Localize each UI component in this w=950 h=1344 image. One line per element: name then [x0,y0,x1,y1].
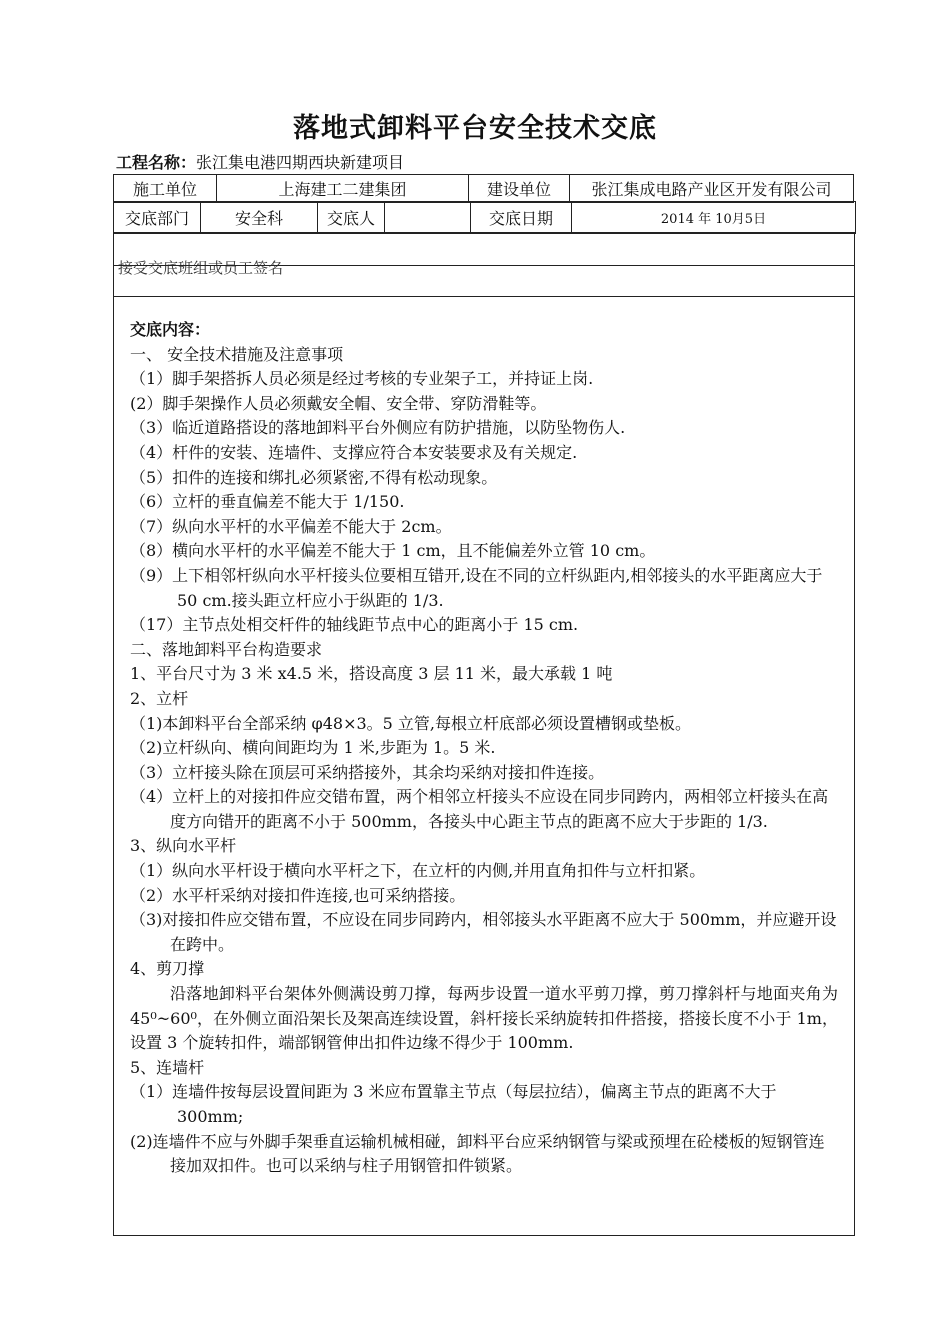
presenter-value [385,202,471,234]
owner-unit-value: 张江集成电路产业区开发有限公司 [570,175,854,203]
item-line: （1）纵向水平杆设于横向水平杆之下，在立杆的内侧,并用直角扣件与立杆扣紧。 [130,861,706,881]
project-value: 张江集电港四期西块新建项目 [196,153,405,172]
item-line: （9）上下相邻杆纵向水平杆接头位要相互错开,设在不同的立杆纵距内,相邻接头的水平距离应大于 50 cm.接头距立杆应小于纵距的 1/3. [130,565,823,610]
project-name [116,150,404,173]
item-line: （3)对接扣件应交错布置，不应设在同步同跨内，相邻接头水平距离不应大于 500mm，并应避开设在跨中。 [130,910,837,954]
header-row-2 [113,201,856,234]
item-line: (2)连墙件不应与外脚手架垂直运输机械相碰，卸料平台应采纳钢管与梁或预埋在砼楼板的短钢管连接加双扣件。也可以采纳与柱子用钢管扣件锁紧。 [130,1131,825,1176]
owner-unit-label: 建设单位 [469,175,570,203]
content-heading: 交底内容： [130,320,211,339]
item-line: （8）横向水平杆的水平偏差不能大于 1 cm，且不能偏差外立管 10 cm。 [130,541,656,561]
department-value: 安全科 [201,202,318,234]
subsection-heading: 5、连墙杆 [130,1057,205,1077]
document-title: 落地式卸料平台安全技术交底 [293,113,657,144]
item-line: （7）纵向水平杆的水平偏差不能大于 2cm。 [130,516,452,536]
item-line: (2）脚手架操作人员必须戴安全帽、安全带、穿防滑鞋等。 [130,393,547,413]
item-line: （4）立杆上的对接扣件应交错布置，两个相邻立杆接头不应设在同步同跨内，两相邻立杆接头在高度方向错开的距离不小于 500mm，各接头中心距主节点的距离不应大于步距的 1/3. [130,787,829,831]
item-line: （1）连墙件按每层设置间距为 3 米应布置靠主节点（每层拉结），偏离主节点的距离不大于 300mm; [130,1082,777,1126]
project-label: 工程名称： [116,153,197,172]
subsection-heading: 3、纵向水平杆 [130,836,237,856]
item-line: （5）扣件的连接和绑扎必须紧密,不得有松动现象。 [130,467,498,487]
construction-unit-value: 上海建工二建集团 [217,175,469,203]
item-line: （4）杆件的安装、连墙件、支撑应符合本安装要求及有关规定. [130,442,578,462]
paragraph: 沿落地卸料平台架体外侧满设剪刀撑，每两步设置一道水平剪刀撑，剪刀撑斜杆与地面夹角为 45⁰~60⁰，在外侧立面沿架长及架高连续设置，斜杆接长采纳旋转扣件搭接，搭接长度不小于 1m，设置 3 个旋转扣件，端部钢管伸出扣件边缘不得少于 100mm. [130,984,838,1053]
blank-row [113,265,855,297]
item-line: （1)本卸料平台全部采纳 φ48×3。5 立管,每根立杆底部必须设置槽钢或垫板。 [130,713,692,733]
item-line: （1）脚手架搭拆人员必须是经过考核的专业架子工，并持证上岗. [130,369,594,389]
section-1-heading: 一、 安全技术措施及注意事项 [130,344,344,364]
construction-unit-label: 施工单位 [114,175,217,203]
signature-row [113,232,855,277]
date-label: 交底日期 [471,202,572,234]
item-line: （2）水平杆采纳对接扣件连接,也可采纳搭接。 [130,885,466,905]
signature-label: 接受交底班组或员工签名 [118,259,284,277]
item-line: （3）立杆接头除在顶层可采纳搭接外，其余均采纳对接扣件连接。 [130,762,605,782]
item-line: （6）立杆的垂直偏差不能大于 1/150. [130,492,405,512]
subsection-heading: 2、立杆 [130,688,189,708]
item-line: （3）临近道路搭设的落地卸料平台外侧应有防护措施，以防坠物伤人. [130,418,626,438]
department-label: 交底部门 [114,202,201,234]
subsection-heading: 4、剪刀撑 [130,959,205,979]
item-line: （17）主节点处相交杆件的轴线距节点中心的距离小于 15 cm. [130,615,579,635]
date-value: 2014 年 10月5日 [572,202,856,234]
section-2-heading: 二、落地卸料平台构造要求 [130,639,323,659]
item-line: 1、平台尺寸为 3 米 x4.5 米，搭设高度 3 层 11 米，最大承载 1 吨 [130,664,613,684]
header-row-1 [113,174,854,203]
presenter-label: 交底人 [318,202,385,234]
item-line: （2)立杆纵向、横向间距均为 1 米,步距为 1。5 米. [130,738,496,758]
content-body [130,318,838,1179]
